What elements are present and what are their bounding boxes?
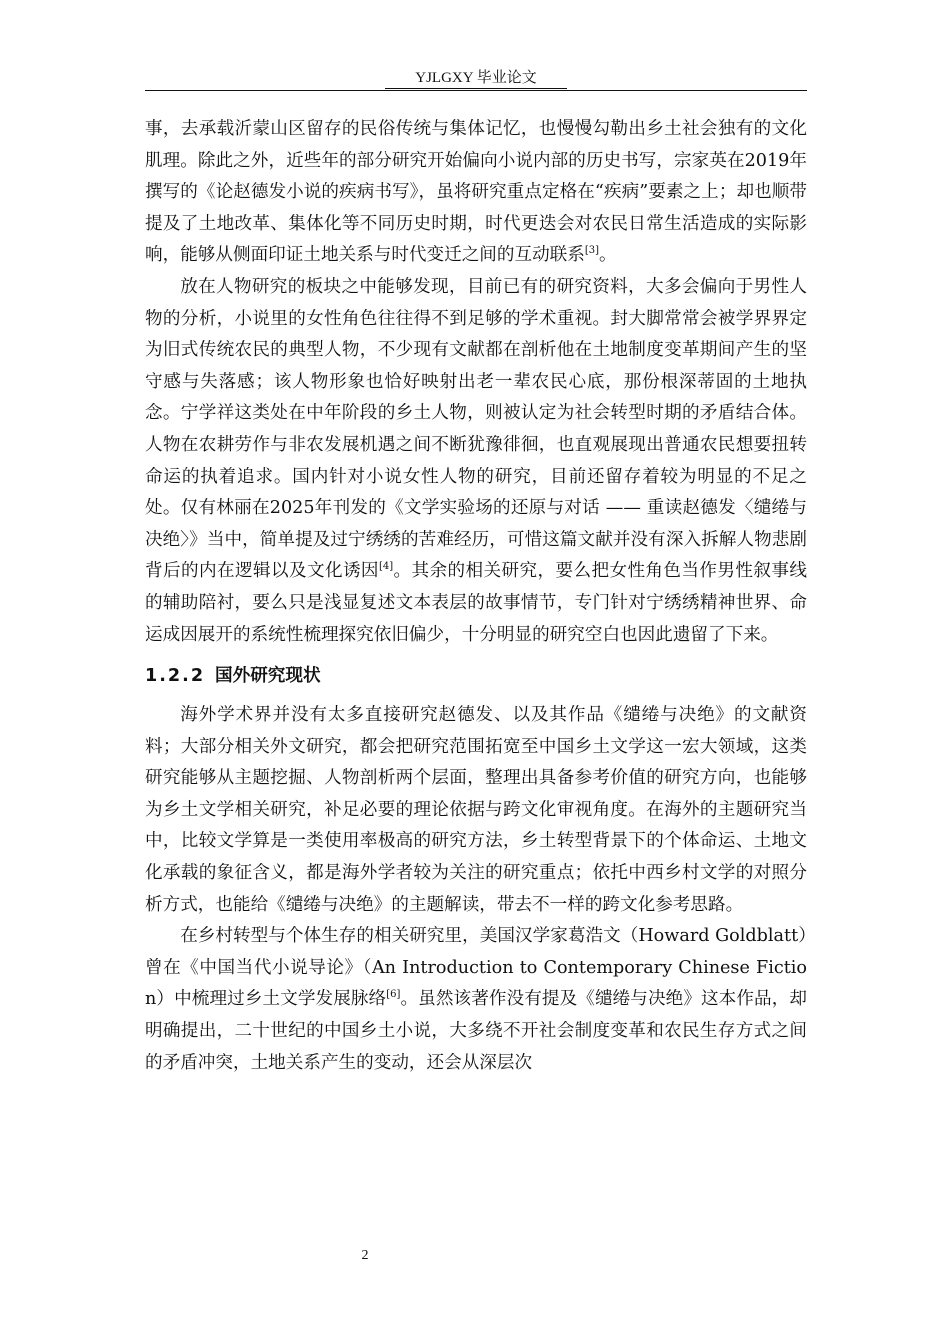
paragraph-text: 事，去承载沂蒙山区留存的民俗传统与集体记忆，也慢慢勾勒出乡土社会独有的文化肌理。除此之外，近些年的部分研究开始偏向小说内部的历史书写，宗家英在2019年撰写的《论赵德发小说的疾病书写》，虽将研究重点定格在“疾病”要素之上；却也顺带提及了土地改革、集体化等不同历史时期，时代更迭会对农民日常生活造成的实际影响，能够从侧面印证土地关系与时代变迁之间的互动联系 bbox=[145, 119, 807, 266]
body-content bbox=[145, 114, 807, 1079]
paragraph bbox=[145, 114, 807, 272]
section-number: 1.2.2 bbox=[145, 666, 206, 687]
paragraph-text: 。 bbox=[599, 245, 617, 266]
page-header bbox=[145, 68, 807, 89]
citation-ref: [4] bbox=[378, 561, 394, 573]
paragraph bbox=[145, 921, 807, 1079]
paragraph bbox=[145, 272, 807, 651]
paragraph-text: 。虽然该著作没有提及《缱绻与决绝》这本作品，却明确提出，二十世纪的中国乡土小说，大多绕不开社会制度变革和农民生存方式之间的矛盾冲突，土地关系产生的变动，还会从深层次 bbox=[145, 989, 807, 1073]
citation-ref: [3] bbox=[584, 245, 600, 257]
header-rule bbox=[145, 90, 807, 91]
page-number: 2 bbox=[361, 1248, 369, 1263]
section-title: 国外研究现状 bbox=[215, 666, 321, 687]
section-heading bbox=[145, 660, 807, 692]
paragraph bbox=[145, 700, 807, 921]
paragraph-text: 在乡村转型与个体生存的相关研究里，美国汉学家葛浩文（Howard Goldblatt）曾在《中国当代小说导论》（An Introduction to Contemporary Chinese Fiction）中梳理过乡土文学发展脉络 bbox=[145, 926, 807, 1010]
paragraph-text: 海外学术界并没有太多直接研究赵德发、以及其作品《缱绻与决绝》的文献资料；大部分相关外文研究，都会把研究范围拓宽至中国乡土文学这一宏大领域，这类研究能够从主题挖掘、人物剖析两个层面，整理出具备参考价值的研究方向，也能够为乡土文学相关研究，补足必要的理论依据与跨文化审视角度。在海外的主题研究当中，比较文学算是一类使用率极高的研究方法，乡土转型背景下的个体命运、土地文化承载的象征含义，都是海外学者较为关注的研究重点；依托中西乡村文学的对照分析方式，也能给《缱绻与决绝》的主题解读，带去不一样的跨文化参考思路。 bbox=[145, 705, 807, 915]
citation-ref: [6] bbox=[386, 989, 401, 1001]
header-title: YJLGXY 毕业论文 bbox=[385, 68, 567, 89]
paragraph-text: 。其余的相关研究，要么把女性角色当作男性叙事线的辅助陪衬，要么只是浅显复述文本表层的故事情节，专门针对宁绣绣精神世界、命运成因展开的系统性梳理探究依旧偏少，十分明显的研究空白也因此遗留了下来。 bbox=[145, 561, 807, 645]
paragraph-text: 放在人物研究的板块之中能够发现，目前已有的研究资料，大多会偏向于男性人物的分析，小说里的女性角色往往得不到足够的学术重视。封大脚常常会被学界界定为旧式传统农民的典型人物，不少现有文献都在剖析他在土地制度变革期间产生的坚守感与失落感；该人物形象也恰好映射出老一辈农民心底，那份根深蒂固的土地执念。宁学祥这类处在中年阶段的乡土人物，则被认定为社会转型时期的矛盾结合体。人物在农耕劳作与非农发展机遇之间不断犹豫徘徊，也直观展现出普通农民想要扭转命运的执着追求。国内针对小说女性人物的研究，目前还留存着较为明显的不足之处。仅有林丽在2025年刊发的《文学实验场的还原与对话 —— 重读赵德发〈缱绻与决绝〉》当中，简单提及过宁绣绣的苦难经历，可惜这篇文献并没有深入拆解人物悲剧背后的内在逻辑以及文化诱因 bbox=[145, 276, 807, 582]
